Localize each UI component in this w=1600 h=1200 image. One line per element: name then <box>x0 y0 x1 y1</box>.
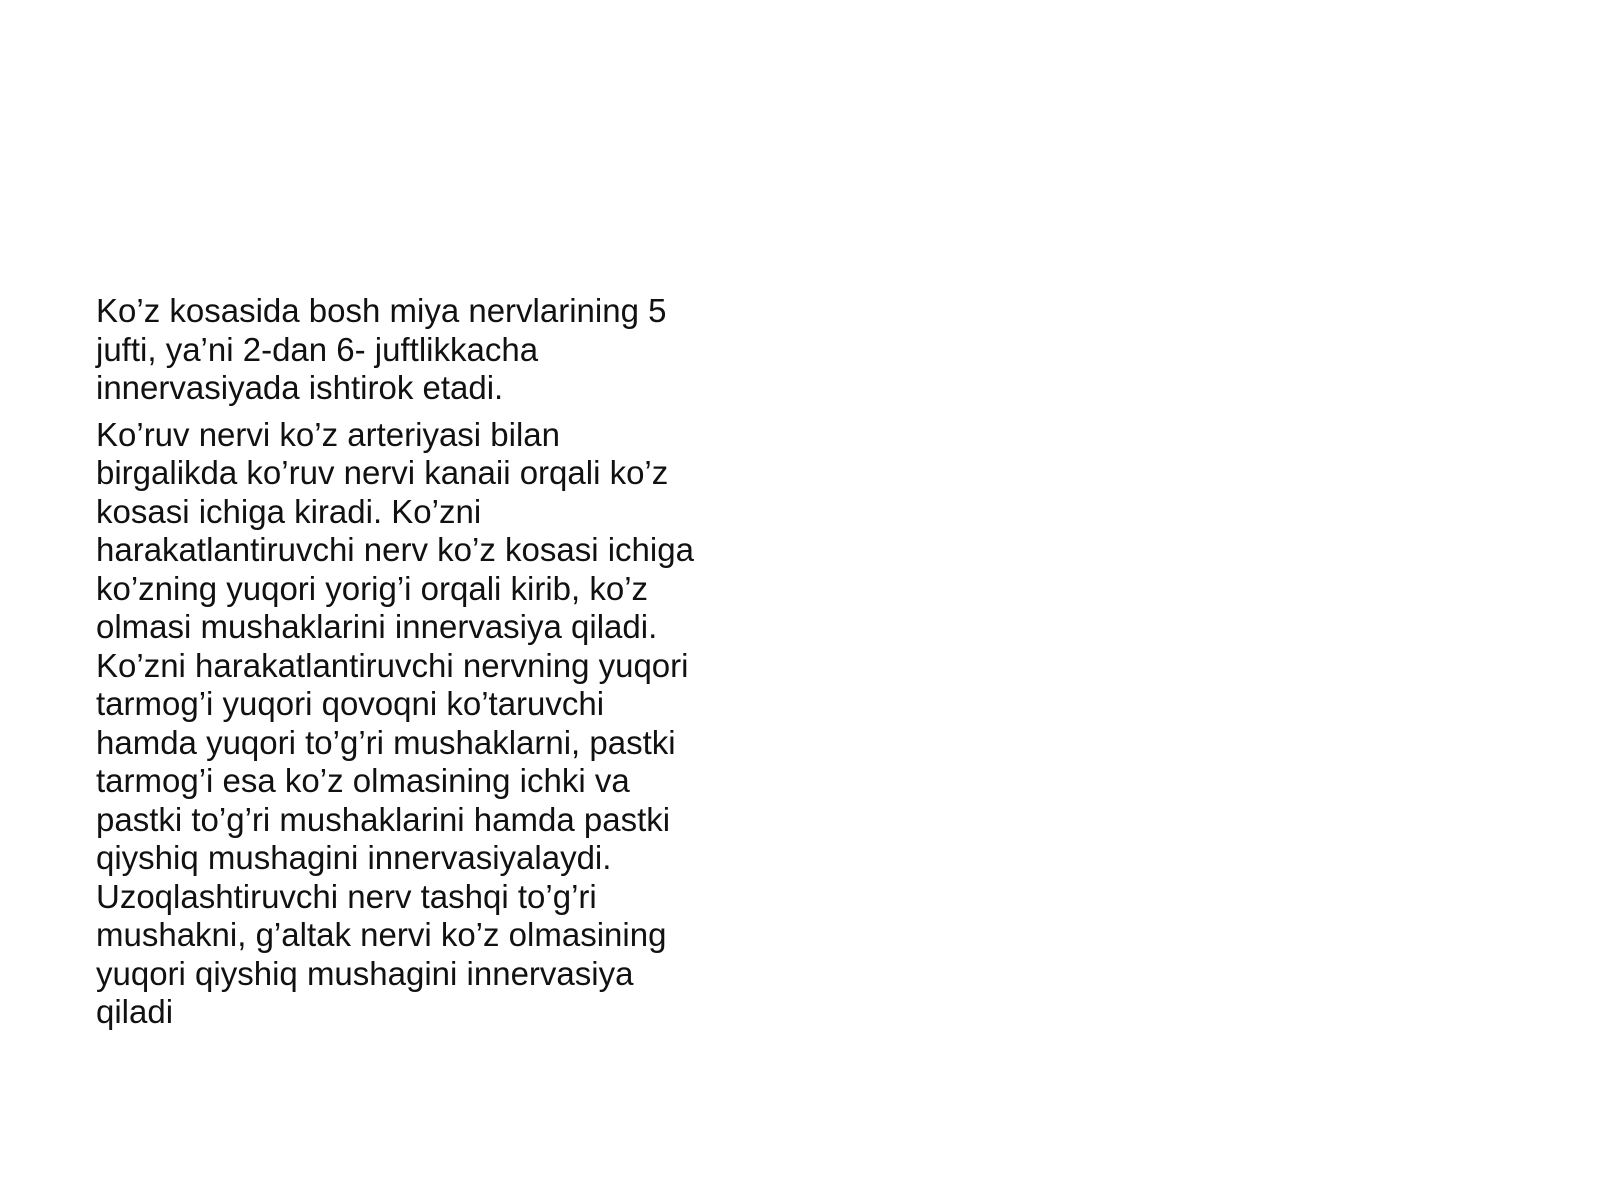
paragraph-1: Ko’z kosasida bosh miya nervlarining 5 jufti, ya’ni 2-dan 6- juftlikkacha innervasiyada ishtirok etadi. <box>96 292 667 406</box>
paragraph-2: Ko’ruv nervi ko’z arteriyasi bilan birgalikda ko’ruv nervi kanaii orqali ko’z kosasi ichiga kiradi. Ko’zni harakatlantiruvchi nerv ko’z kosasi ichiga ko’zning yuqori yorig’i orqali kirib, ko’z olmasi mushaklarini innervasiya qiladi. Ko’zni harakatlantiruvchi nervning yuqori tarmog’i yuqori qovoqni ko’taruvchi hamda yuqori to’g’ri mushaklarni, pastki tarmog’i esa ko’z olmasining ichki va pastki to’g’ri mushaklarini hamda pastki qiyshiq mushagini innervasiyalaydi. Uzoqlashtiruvchi nerv tashqi to’g’ri mushakni, g’altak nervi ko’z olmasining yuqori qiyshiq mushagini innervasiya qiladi <box>96 415 694 1030</box>
body-text <box>96 292 796 1040</box>
